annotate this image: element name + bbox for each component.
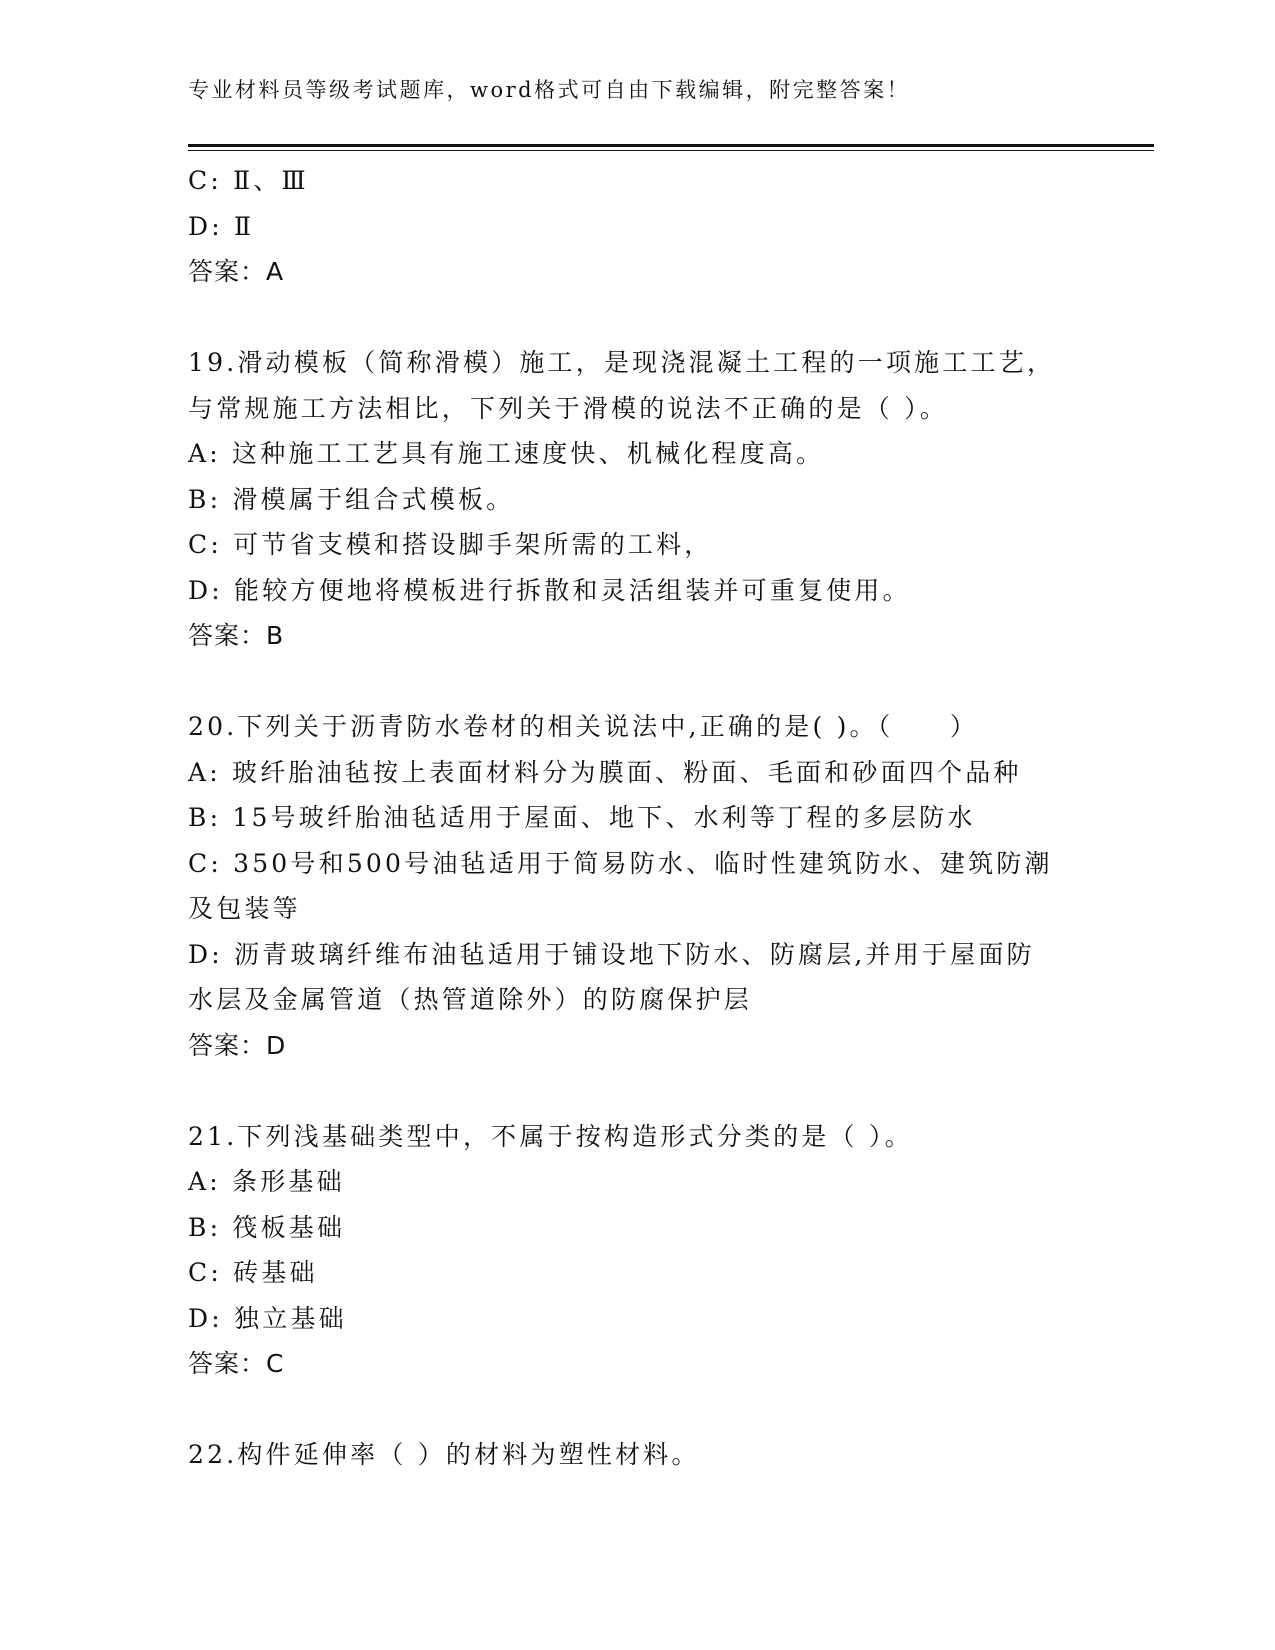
q19-answer: 答案：B bbox=[188, 621, 285, 650]
q19-option-d: D: 能较方便地将模板进行拆散和灵活组装并可重复使用。 bbox=[188, 575, 911, 605]
q19-stem-line2: 与常规施工方法相比，下列关于滑模的说法不正确的是（ ）。 bbox=[188, 393, 949, 423]
spacer bbox=[188, 1068, 1088, 1114]
q19-option-a: A: 这种施工工艺具有施工速度快、机械化程度高。 bbox=[188, 439, 825, 468]
q20-option-c-line1: C: 350号和500号油毡适用于简易防水、临时性建筑防水、建筑防潮 bbox=[188, 848, 1053, 878]
header-rule-thin bbox=[188, 150, 1154, 151]
header-rule-thick bbox=[188, 144, 1154, 147]
question-content bbox=[188, 158, 1088, 1478]
q20-stem: 20.下列关于沥青防水卷材的相关说法中,正确的是( )。（ ） bbox=[188, 712, 979, 741]
q21-option-a: A: 条形基础 bbox=[188, 1167, 345, 1196]
spacer bbox=[188, 1387, 1088, 1433]
q20-answer: 答案：D bbox=[188, 1030, 287, 1060]
q21-answer: 答案：C bbox=[188, 1349, 285, 1378]
q18-answer: 答案：A bbox=[188, 257, 285, 286]
q20-option-d-line1: D: 沥青玻璃纤维布油毡适用于铺设地下防水、防腐层,并用于屋面防 bbox=[188, 939, 1035, 969]
q18-option-d: D: Ⅱ bbox=[188, 211, 255, 241]
q20-option-b: B: 15号玻纤胎油毡适用于屋面、地下、水利等丁程的多层防水 bbox=[188, 803, 976, 832]
q18-option-c: C: Ⅱ、Ⅲ bbox=[188, 166, 309, 195]
spacer bbox=[188, 295, 1088, 341]
q21-option-b: B: 筏板基础 bbox=[188, 1212, 346, 1242]
spacer bbox=[188, 659, 1088, 705]
q21-option-d: D: 独立基础 bbox=[188, 1303, 347, 1333]
page-header: 专业材料员等级考试题库，word格式可自由下载编辑，附完整答案！ bbox=[188, 78, 911, 102]
q19-option-b: B: 滑模属于组合式模板。 bbox=[188, 484, 515, 514]
q20-option-d-line2: 水层及金属管道（热管道除外）的防腐保护层 bbox=[188, 985, 753, 1014]
q22-stem: 22.构件延伸率（ ）的材料为塑性材料。 bbox=[188, 1440, 700, 1469]
q19-stem-line1: 19.滑动模板（简称滑模）施工，是现浇混凝土工程的一项施工工艺， bbox=[188, 348, 1056, 377]
q21-stem: 21.下列浅基础类型中，不属于按构造形式分类的是（ ）。 bbox=[188, 1121, 913, 1151]
q20-option-a: A: 玻纤胎油毡按上表面材料分为膜面、粉面、毛面和砂面四个品种 bbox=[188, 757, 1022, 787]
q21-option-c: C: 砖基础 bbox=[188, 1258, 318, 1287]
q19-option-c: C: 可节省支模和搭设脚手架所需的工料， bbox=[188, 530, 713, 559]
q20-option-c-line2: 及包装等 bbox=[188, 894, 301, 923]
